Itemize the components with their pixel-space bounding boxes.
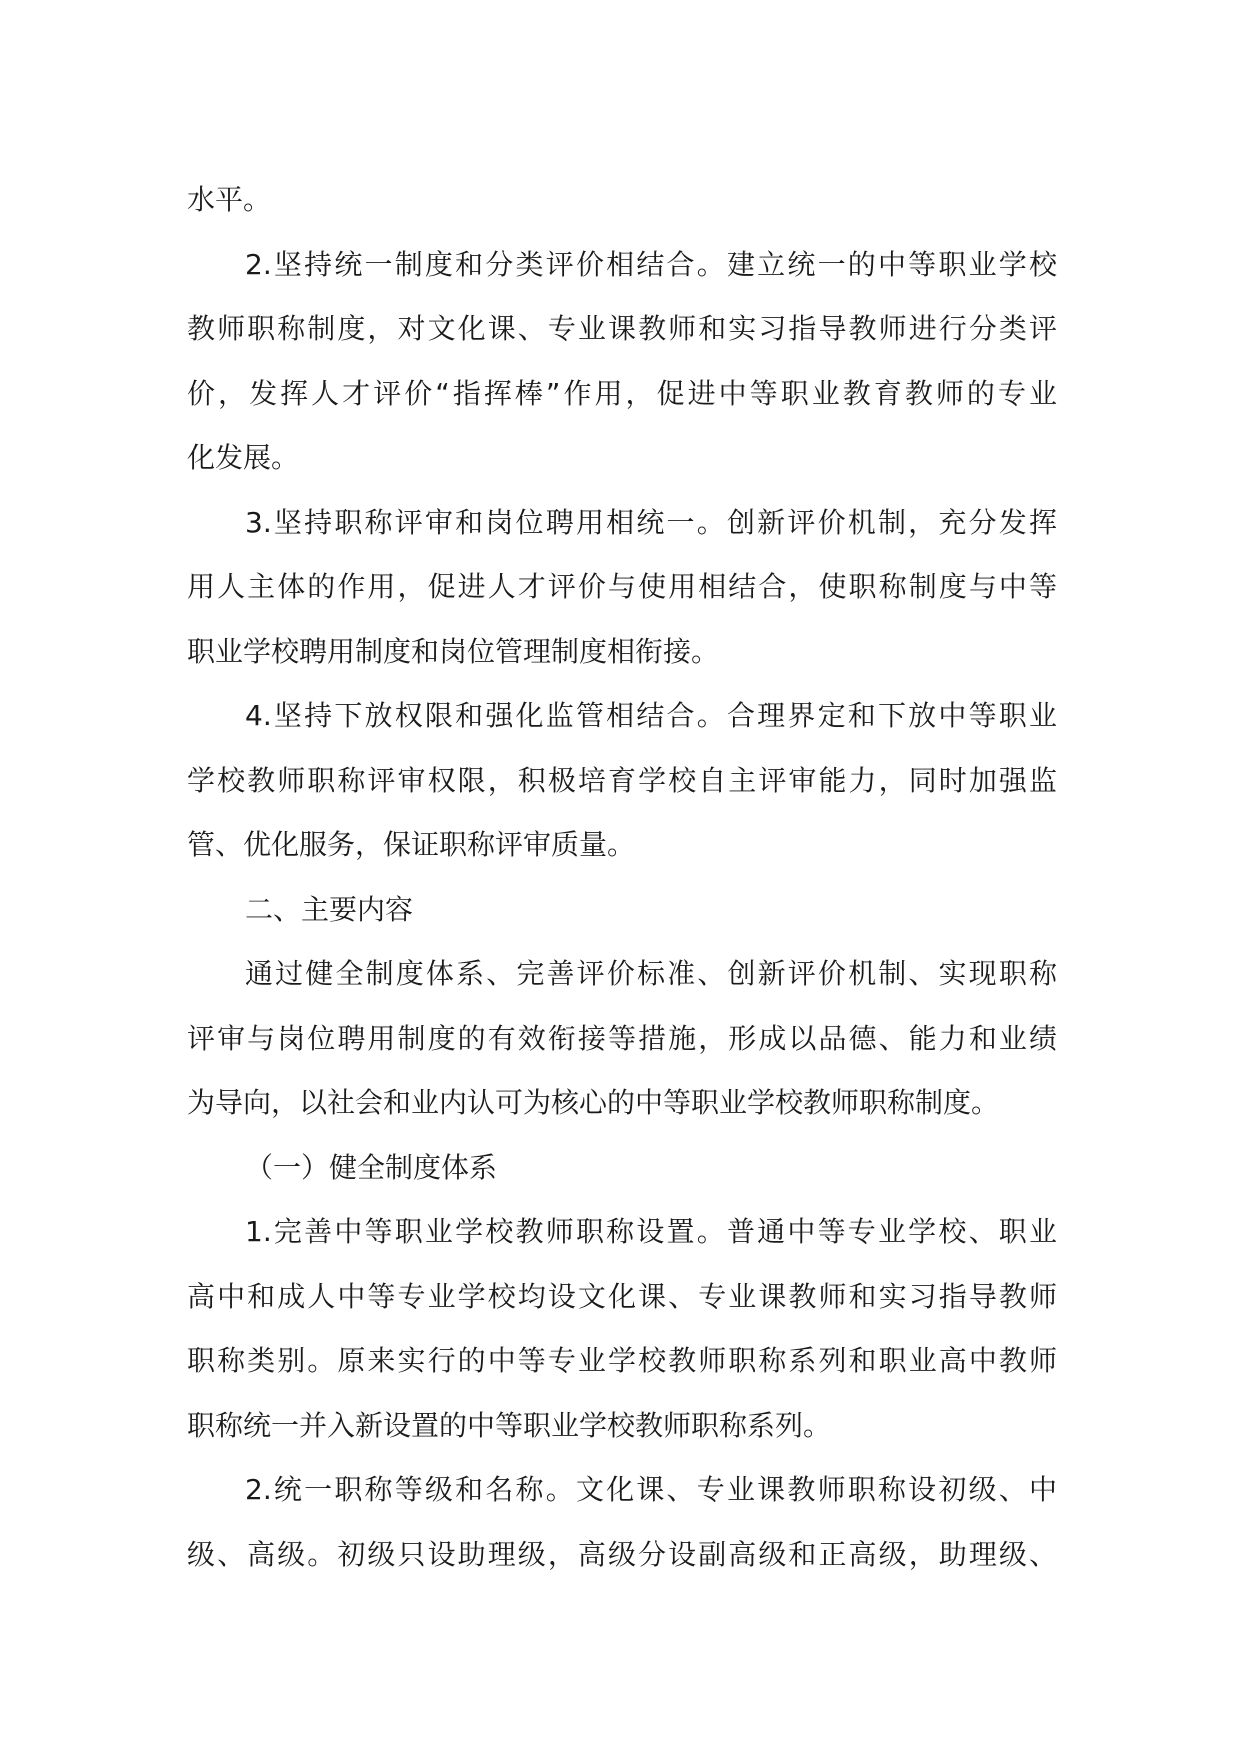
text-line: 评审与岗位聘用制度的有效衔接等措施，形成以品德、能力和业绩	[187, 1021, 1057, 1055]
document-page	[187, 168, 1057, 1587]
text-line: 化发展。	[187, 441, 300, 474]
text-line: 2.坚持统一制度和分类评价相结合。建立统一的中等职业学校	[245, 247, 1057, 281]
text-line: 学校教师职称评审权限，积极培育学校自主评审能力，同时加强监	[187, 763, 1057, 797]
text-line: 职称类别。原来实行的中等专业学校教师职称系列和职业高中教师	[187, 1344, 1057, 1377]
text-line: 价，发挥人才评价“指挥棒”作用，促进中等职业教育教师的专业	[187, 376, 1057, 410]
text-line: 4.坚持下放权限和强化监管相结合。合理界定和下放中等职业	[245, 699, 1057, 732]
text-line: 职称统一并入新设置的中等职业学校教师职称系列。	[187, 1408, 832, 1442]
text-line: 二、主要内容	[245, 892, 414, 926]
text-line: （一）健全制度体系	[245, 1150, 498, 1184]
text-line: 管、优化服务，保证职称评审质量。	[187, 828, 636, 861]
text-line: 1.完善中等职业学校教师职称设置。普通中等专业学校、职业	[245, 1215, 1057, 1248]
text-line: 高中和成人中等专业学校均设文化课、专业课教师和实习指导教师	[187, 1279, 1057, 1313]
text-line: 职业学校聘用制度和岗位管理制度相衔接。	[187, 634, 720, 668]
text-line: 教师职称制度，对文化课、专业课教师和实习指导教师进行分类评	[187, 312, 1057, 345]
text-line: 为导向，以社会和业内认可为核心的中等职业学校教师职称制度。	[187, 1086, 1000, 1119]
text-line: 用人主体的作用，促进人才评价与使用相结合，使职称制度与中等	[187, 570, 1057, 603]
text-line: 级、高级。初级只设助理级，高级分设副高级和正高级，助理级、	[187, 1537, 1057, 1571]
text-line: 2.统一职称等级和名称。文化课、专业课教师职称设初级、中	[245, 1473, 1057, 1506]
text-line: 水平。	[187, 183, 272, 216]
text-line: 通过健全制度体系、完善评价标准、创新评价机制、实现职称	[245, 957, 1057, 990]
text-line: 3.坚持职称评审和岗位聘用相统一。创新评价机制，充分发挥	[245, 505, 1057, 539]
